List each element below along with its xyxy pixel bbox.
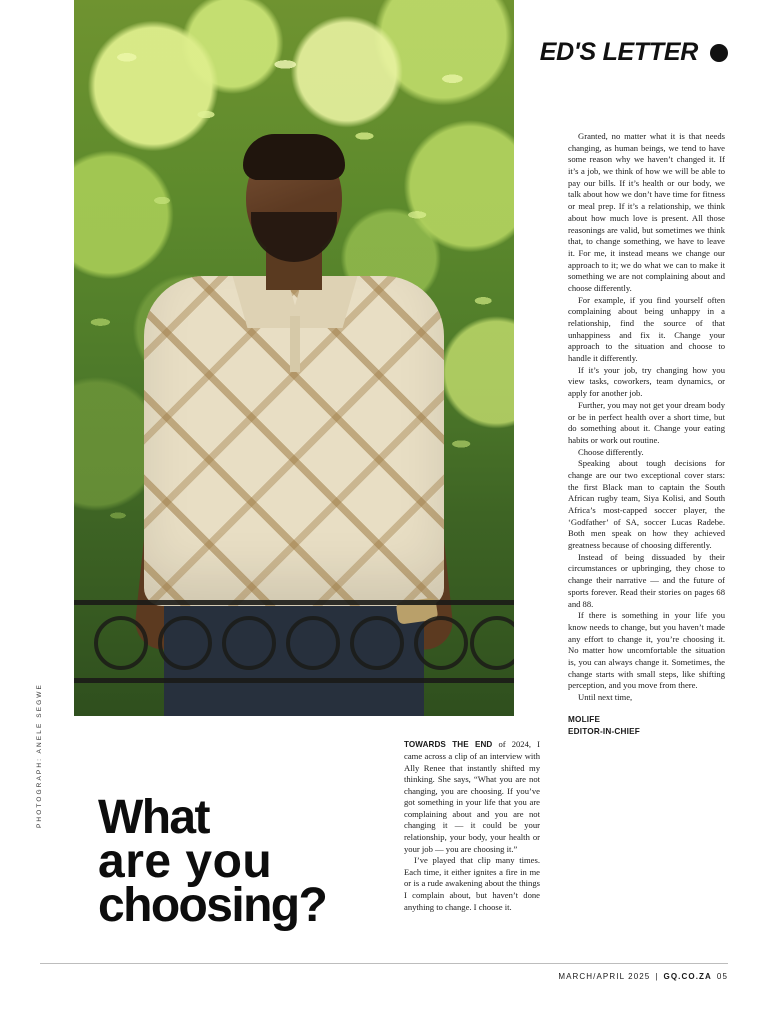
editor-signature: [568, 714, 725, 738]
paragraph: Instead of being dissuaded by their circumstances or upbringing, they chose to change their narrative — and the future of sports forever. Read their stories on pages 68 and 88.: [568, 551, 725, 609]
paragraph: Speaking about tough decisions for change are our two exceptional cover stars: the first Black man to captain the South African rugby team, Siya Kolisi, and South Africa’s most-capped soccer player, the ‘Godfather’ of SA, soccer Lucas Radebe. Both men speak on how they achieved greatness because of choosing differently.: [568, 458, 725, 551]
railing-scroll-1: [94, 616, 148, 670]
railing-bar-top: [74, 600, 514, 605]
photo-credit: PHOTOGRAPH: ANELE SEGWE: [36, 683, 43, 828]
railing-scroll-2: [158, 616, 212, 670]
subject-hair: [243, 134, 345, 180]
article-headline: [98, 791, 398, 933]
railing-scroll-4: [286, 616, 340, 670]
subject-shirt: [144, 276, 444, 606]
paragraph-text: of 2024, I came across a clip of an interview with Ally Renee that instantly shifted my thinking. She says, “What you are not changing, you are choosing. If you’ve got something in your life that you are complaining about and you are not changing it — it could be your relationship, your body, your health or your job — you are choosing it.”: [404, 739, 540, 854]
railing-scroll-3: [222, 616, 276, 670]
paragraph: If there is something in your life you know needs to change, but you haven’t made any effort to change it, you’re choosing it. No matter how uncomfortable the situation is, you can always change it. Sometimes, the change starts with small steps, like shifting perception, and you move from there.: [568, 610, 725, 691]
footer-divider: [40, 963, 728, 964]
issue-date: MARCH/APRIL 2025: [558, 972, 651, 981]
footer-separator: |: [655, 972, 659, 981]
paragraph: I’ve played that clip many times. Each time, it either ignites a fire in me or is a rude awakening about the things I complain about, but haven’t done anything to change. I choose it.: [404, 855, 540, 912]
paragraph: If it’s your job, try changing how you view tasks, coworkers, team dynamics, or apply for another job.: [568, 364, 725, 399]
closing-line: Until next time,: [578, 692, 633, 702]
page-title: ED'S LETTER: [539, 38, 698, 66]
headline-line-1: What: [98, 791, 209, 844]
paragraph: Further, you may not get your dream body or be in perfect health over a short time, but do something about it. Change your eating habits or work out routine.: [568, 399, 725, 445]
filled-circle-icon: [710, 44, 728, 62]
headline-line-2: are you: [98, 835, 273, 889]
paragraph: Choose differently.: [578, 446, 644, 457]
body-column-middle: [404, 739, 540, 913]
paragraph: [404, 739, 540, 855]
paragraph: Granted, no matter what it is that needs changing, as human beings, we tend to have some reason why we haven’t changed it. If it’s a job, we think of how we will be able to pay our bills. If it’s health or our body, we talk about how we don’t have time for fitness or meal prep. If it’s a relationship, we think about how much love is present. All those reasonings are valid, but sometimes we think that, to change something, we have to leave it. For me, it instead means we change our approach to it; we do what we can to make it something we are not complaining about and choose differently.: [568, 131, 725, 293]
railing-bar-bottom: [74, 678, 514, 683]
editor-title: EDITOR-IN-CHIEF: [568, 726, 640, 736]
page-footer: [558, 972, 728, 981]
subject-beard: [251, 212, 337, 262]
photo-railing: [74, 590, 514, 700]
railing-scroll-7: [470, 616, 514, 670]
headline-line-3: choosing?: [98, 879, 327, 933]
body-column-right: [568, 131, 725, 737]
page-number: 05: [716, 972, 728, 981]
lead-in-text: TOWARDS THE END: [404, 740, 493, 749]
railing-scroll-5: [350, 616, 404, 670]
page-header: [540, 38, 728, 67]
paragraph: For example, if you find yourself often complaining about being unhappy in a relationship, find the source of that unhappiness and fix it. Change your approach to the situation and choose to handle it differently.: [568, 294, 725, 364]
brand-url: GQ.CO.ZA: [663, 972, 712, 981]
railing-scroll-6: [414, 616, 468, 670]
hero-photo: [74, 0, 514, 716]
editor-name: MOLIFE: [568, 714, 601, 724]
shirt-placket: [290, 316, 300, 372]
